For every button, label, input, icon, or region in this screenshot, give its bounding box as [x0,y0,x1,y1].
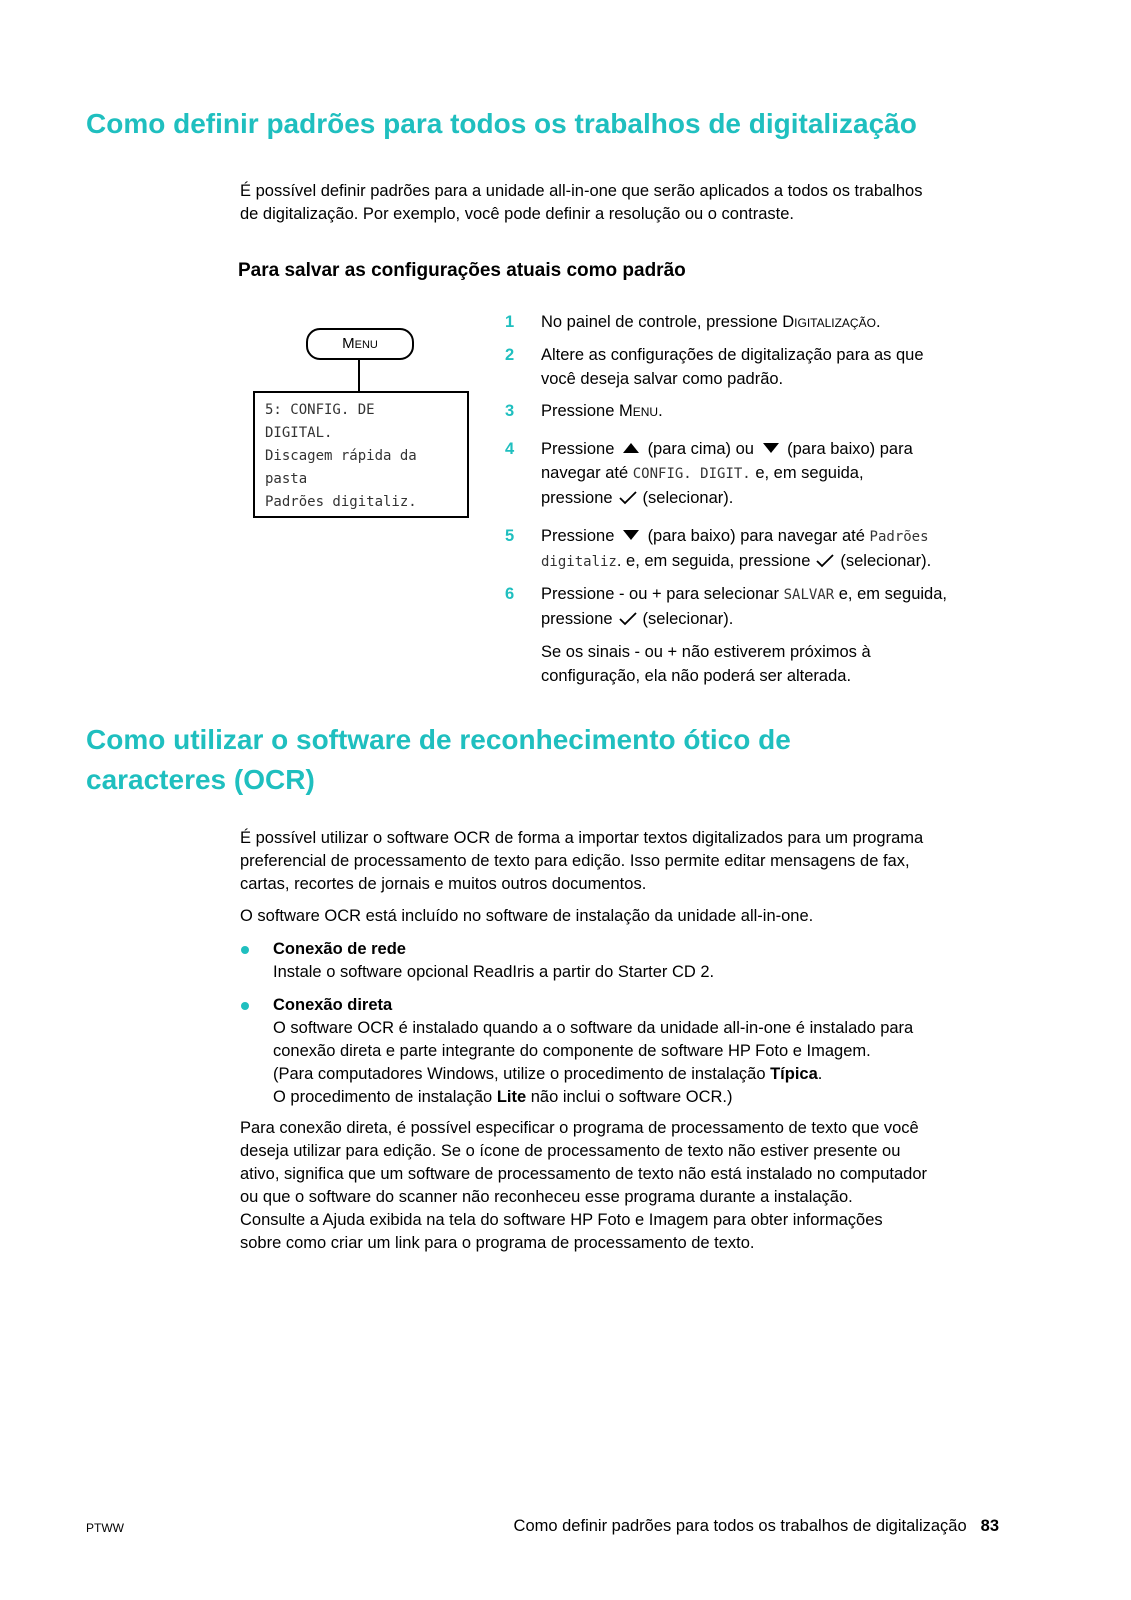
key-name: Menu [618,402,659,420]
bullet-icon [241,946,249,954]
ocr-intro-paragraph: É possível utilizar o software OCR de forma a importar textos digitalizados para um programa preferencial de processamento de texto para edição. Isso permite editar mensagens de fax, cartas, recortes de jornais e muitos outros documentos. [240,829,924,893]
intro-line: de digitalização. Por exemplo, você pode definir a resolução ou o contraste. [240,205,794,223]
bullet-body-network: Instale o software opcional ReadIris a partir do Starter CD 2. [273,963,715,981]
step-number: 4 [505,440,515,458]
lcd-text: digitaliz [541,554,617,570]
step-text: Pressione (para cima) ou (para baixo) para navegar até CONFIG. DIGIT. e, em seguida, pressione (selecionar). [541,440,913,507]
lcd-text: CONFIG. DIGIT. [632,466,751,482]
lcd-line: Padrões digitaliz. [265,494,417,510]
step-text: Altere as configurações de digitalização para as que você deseja salvar como padrão. [541,346,924,388]
step-number: 6 [505,585,515,603]
intro-paragraph [240,180,1030,226]
bullet-title-network: Conexão de rede [273,940,406,958]
footer-title: Como definir padrões para todos os trabalhos de digitalização 83 [513,1517,999,1535]
footer-locale: PTWW [86,1521,124,1535]
section-title-defaults: Como definir padrões para todos os trabalhos de digitalização [86,108,917,139]
intro-line: É possível definir padrões para a unidade all-in-one que serão aplicados a todos os trabalhos [240,182,923,200]
direct-connection-paragraph: Para conexão direta, é possível especificar o programa de processamento de texto que você deseja utilizar para edição. Se o ícone de processamento de texto não estiver presente ou ativo, significa que um software de processamento de texto não está instalado no computador ou que o software do scanner não reconheceu esse programa durante a instalação. Consulte a Ajuda exibida na tela do software HP Foto e Imagem para obter informações sobre como criar um link para o programa de processamento de texto. [240,1119,927,1252]
down-arrow-icon [763,443,779,453]
menu-key-illustration: Menu [306,328,414,360]
step-text: Pressione Menu. [541,402,663,420]
lcd-line: Discagem rápida da [265,448,417,464]
lcd-display-illustration [253,391,469,518]
step-number: 3 [505,402,515,420]
step-number: 2 [505,346,515,364]
step-text: Pressione (para baixo) para navegar até Padrões digitaliz. e, em seguida, pressione (selecionar). [541,527,932,570]
checkmark-icon [816,554,834,568]
checkmark-icon [619,491,637,505]
checkmark-icon [619,612,637,626]
note-text: Se os sinais - ou + não estiverem próximos à configuração, ela não poderá ser alterada. [541,643,871,685]
lcd-text: Padrões [869,529,929,545]
key-name: Digitalização [782,313,876,331]
callout-line [358,360,360,391]
step-number: 5 [505,527,515,545]
ocr-included-paragraph: O software OCR está incluído no software de instalação da unidade all-in-one. [240,907,814,925]
lcd-line: 5: CONFIG. DE [265,402,375,418]
lcd-text: SALVAR [783,587,835,603]
step-text: Pressione - ou + para selecionar SALVAR e, em seguida, pressione (selecionar). [541,585,947,628]
step-number: 1 [505,313,515,331]
bullet-title-direct: Conexão direta [273,996,393,1014]
up-arrow-icon [623,443,639,453]
bullet-icon [241,1002,249,1010]
subsection-title-save-defaults: Para salvar as configurações atuais como padrão [238,260,686,281]
down-arrow-icon [623,530,639,540]
bullet-body-direct: O software OCR é instalado quando a o software da unidade all-in-one é instalado para conexão direta e parte integrante do componente de software HP Foto e Imagem. (Para computadores Windows, utilize o procedimento de instalação Típica. O procedimento de instalação Lite não inclui o software OCR.) [273,1019,914,1106]
section-title-ocr: Como utilizar o software de reconhecimento ótico de caracteres (OCR) [86,724,791,795]
lcd-line: pasta [265,471,308,487]
page-number: 83 [980,1517,999,1535]
lcd-line: DIGITAL. [265,425,333,441]
step-text: No painel de controle, pressione Digitalização. [541,313,881,331]
